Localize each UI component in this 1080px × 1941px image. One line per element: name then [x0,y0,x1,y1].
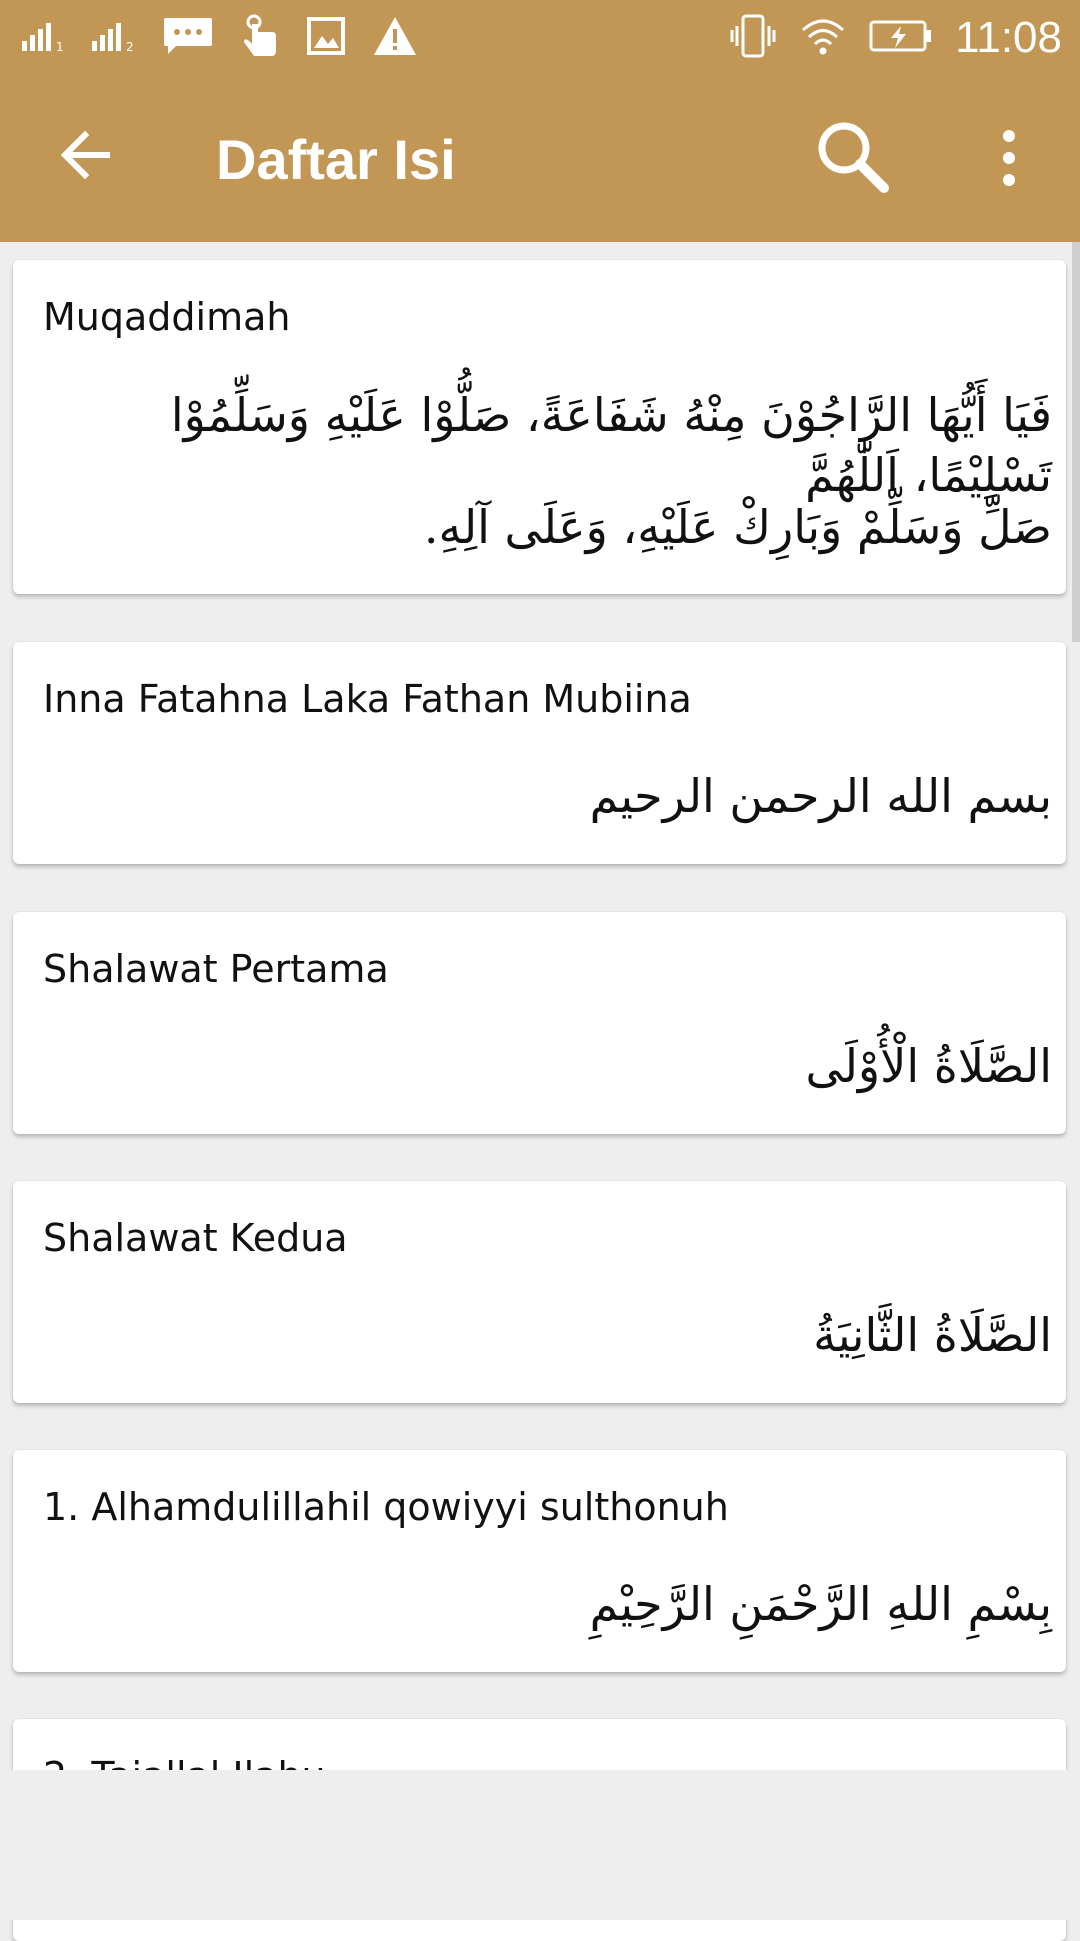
list-item-arabic: صَلِّ وَسَلِّمْ وَبَارِكْ عَلَيْهِ، وَعَلَى آلِهِ. [423,500,1052,554]
wifi-icon [799,16,847,60]
search-button[interactable] [812,116,892,196]
toolbar [0,78,1080,242]
more-vert-icon [984,126,1034,190]
list-item-arabic: فَيَا أَيُّهَا الرَّاجُوْنَ مِنْهُ شَفَاعَةً، صَلُّوْا عَلَيْهِ وَسَلِّمُوْا تَسْلِيْمًا، اَللّٰهُمَّ [170,388,1052,502]
list-item[interactable] [13,1181,1066,1403]
status-time: 11:08 [955,13,1062,62]
search-icon [812,116,892,196]
content-list[interactable] [0,242,1080,1770]
svg-text:2: 2 [126,40,134,54]
message-icon [162,16,214,60]
list-item-title: 1. Alhamdulillahil qowiyyi sulthonuh [43,1485,729,1529]
list-item-title: Shalawat Kedua [43,1216,348,1260]
back-button[interactable] [50,120,120,190]
page-title: Daftar Isi [216,128,456,191]
list-item-arabic: الصَّلَاةُ الْأُوْلَى [805,1039,1052,1093]
arrow-back-icon [57,127,113,183]
list-item-title: Inna Fatahna Laka Fathan Mubiina [43,677,692,721]
list-item[interactable] [13,642,1066,864]
warning-icon [372,15,418,61]
list-item-arabic: بسم الله الرحمن الرحيم [589,769,1052,823]
list-item-title: Muqaddimah [43,295,291,339]
list-item-title: Shalawat Pertama [43,947,389,991]
list-item-muqaddimah[interactable] [13,260,1066,594]
signal-1-icon [22,19,66,57]
battery-charging-icon [869,18,933,58]
scrollbar[interactable] [1072,242,1080,642]
svg-text:1: 1 [56,40,64,54]
touch-icon [240,14,280,62]
more-options-button[interactable] [984,126,1034,190]
list-item[interactable] [13,1450,1066,1672]
list-item-arabic: الصَّلَاةُ الثَّانِيَةُ [813,1308,1052,1362]
app-bar [0,0,1080,242]
list-item[interactable] [13,912,1066,1134]
image-icon [306,16,346,60]
signal-2-icon [92,19,136,57]
vibrate-icon [729,14,777,62]
status-bar [0,0,1080,78]
list-item-arabic: بِسْمِ اللهِ الرَّحْمَنِ الرَّحِيْمِ [589,1577,1052,1631]
bottom-area [0,1770,1080,1920]
